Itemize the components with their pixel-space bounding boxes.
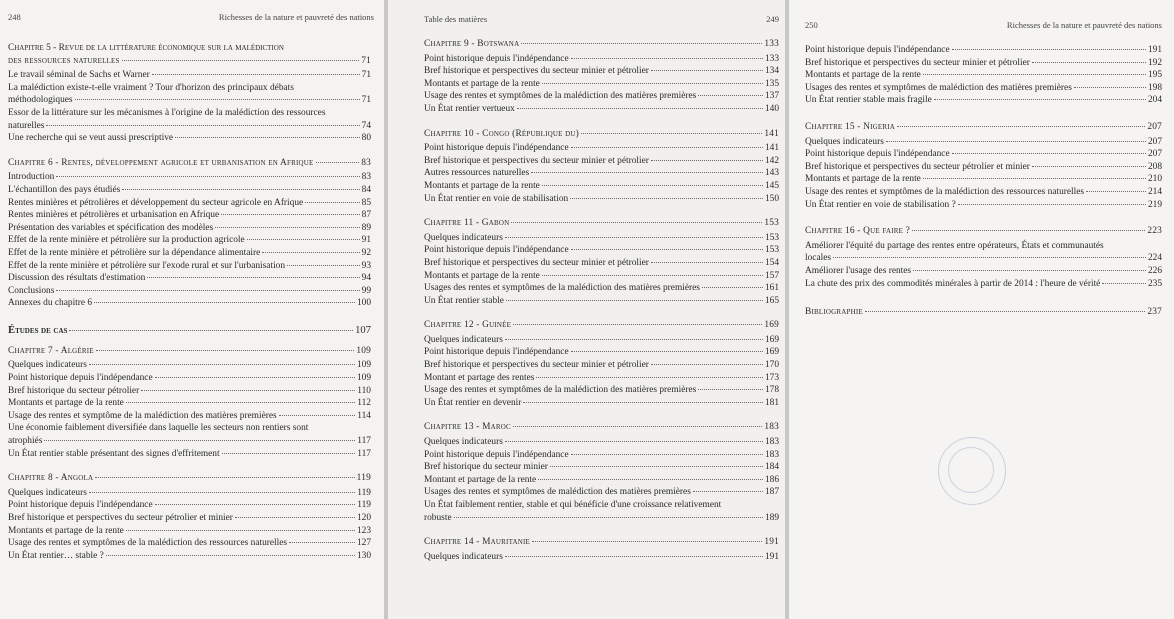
toc-entry[interactable]: Montants et partage de la rente 135 [424, 78, 779, 89]
toc-entry[interactable]: Bref historique du secteur pétrolier 110 [8, 385, 371, 396]
running-title: Richesses de la nature et pauvreté des nations [218, 12, 374, 22]
toc-entry[interactable]: Effet de la rente minière et pétrolière sur l'exode rural et sur l'urbanisation 93 [8, 260, 371, 271]
toc-entry[interactable]: Bref historique et perspectives du secteur minier et pétrolier 170 [424, 360, 779, 371]
toc-entry[interactable]: Montants et partage de la rente 210 [805, 174, 1162, 185]
chapter-entry[interactable]: Chapitre 6 - Rentes, développement agricole et urbanisation en Afrique 83 [8, 157, 371, 168]
toc-entry[interactable]: Une recherche qui se veut aussi prescriptive 80 [8, 133, 371, 144]
toc-entry[interactable]: Usage des rentes et symptômes de la malédiction des matières premières 178 [424, 385, 779, 396]
toc-entry[interactable]: Point historique depuis l'indépendance 119 [8, 500, 371, 511]
toc-entry[interactable]: Discussion des résultats d'estimation 94 [8, 273, 371, 284]
page-250 [789, 0, 1174, 619]
toc-entry[interactable]: Montants et partage de la rente 145 [424, 180, 779, 191]
toc-entry[interactable]: Bref historique et perspectives du secteur pétrolier et minier 120 [8, 513, 371, 523]
toc-entry[interactable]: Un État rentier stable mais fragile 204 [805, 95, 1162, 106]
page-249 [388, 0, 785, 619]
toc-entry[interactable]: Un État rentier… stable ? 130 [8, 550, 371, 561]
running-header [8, 12, 374, 22]
toc-entry[interactable]: Un État rentier stable présentant des signes d'effritement 117 [8, 448, 371, 459]
toc-entry[interactable]: naturelles 74 [8, 120, 371, 131]
toc-entry[interactable]: atrophiés 117 [8, 436, 371, 447]
toc-entry[interactable]: Usage des rentes et symptômes de la malédiction des matières premières 137 [424, 91, 779, 102]
toc-entry[interactable]: Un État rentier en voie de stabilisation ? 219 [805, 199, 1162, 210]
toc-entry-line[interactable]: La malédiction existe-t-elle vraiment ? Tour d'horizon des principaux débats [8, 82, 294, 93]
toc-entry[interactable]: Quelques indicateurs 119 [8, 487, 371, 498]
toc-entry[interactable]: Usages des rentes et symptômes de malédiction des matières premières 187 [424, 487, 779, 498]
running-header [805, 20, 1162, 30]
toc-entry[interactable]: méthodologiques 71 [8, 95, 371, 106]
toc-entry[interactable]: Quelques indicateurs 207 [805, 136, 1162, 147]
toc-entry[interactable]: Point historique depuis l'indépendance 183 [424, 449, 779, 460]
toc-entry[interactable]: Point historique depuis l'indépendance 109 [8, 373, 371, 384]
toc-section [8, 42, 371, 562]
toc-entry[interactable]: L'échantillon des pays étudiés 84 [8, 184, 371, 195]
toc-entry[interactable]: Usage des rentes et symptômes de la malédiction des ressources naturelles 214 [805, 186, 1162, 197]
toc-entry[interactable]: Bref historique et perspectives du secteur minier et pétrolier 192 [805, 57, 1162, 68]
toc-entry[interactable]: Bref historique et perspectives du secteur minier et pétrolier 134 [424, 66, 779, 77]
toc-entry[interactable]: Un État rentier en devenir 181 [424, 397, 779, 408]
toc-entry[interactable]: Usages des rentes et symptômes de malédiction des matières premières 198 [805, 82, 1162, 93]
toc-section [424, 38, 779, 563]
chapter-title[interactable]: Chapitre 5 - Revue de la littérature économique sur la malédiction [8, 43, 284, 53]
toc-entry[interactable]: Montants et partage de la rente 195 [805, 70, 1162, 81]
toc-entry[interactable]: Usage des rentes et symptômes de la malédiction des ressources naturelles 127 [8, 538, 371, 549]
toc-entry[interactable]: Point historique depuis l'indépendance 191 [805, 45, 1162, 55]
chapter-entry[interactable]: Chapitre 12 - Guinée 169 [424, 320, 779, 331]
toc-entry-line[interactable]: Un État faiblement rentier, stable et qui bénéficie d'une croissance relativement [424, 500, 722, 510]
toc-entry[interactable]: Rentes minières et pétrolières et développement du secteur agricole en Afrique 85 [8, 197, 371, 208]
running-header [424, 14, 779, 24]
toc-entry[interactable]: Bref historique et perspectives du secteur minier et pétrolier 154 [424, 257, 779, 268]
running-title: Table des matières [424, 14, 488, 24]
toc-entry[interactable]: Montants et partage de la rente 157 [424, 270, 779, 281]
chapter-entry[interactable]: Chapitre 10 - Congo (République du) 141 [424, 128, 779, 139]
toc-entry[interactable]: Bref historique et perspectives du secteur pétrolier et minier 208 [805, 161, 1162, 172]
toc-entry[interactable]: Quelques indicateurs 183 [424, 437, 779, 448]
toc-entry[interactable]: Effet de la rente minière et pétrolière sur la production agricole 91 [8, 235, 371, 246]
toc-entry[interactable]: Quelques indicateurs 153 [424, 232, 779, 243]
page-248 [0, 0, 384, 619]
toc-entry[interactable]: Introduction 83 [8, 172, 371, 183]
chapter-entry[interactable]: Chapitre 16 - Que faire ? 223 [805, 226, 1162, 237]
toc-entry[interactable]: Quelques indicateurs 169 [424, 334, 779, 345]
chapter-entry[interactable]: des ressources naturelles 71 [8, 55, 371, 66]
toc-entry[interactable]: Point historique depuis l'indépendance 141 [424, 143, 779, 154]
toc-entry[interactable]: Quelques indicateurs 109 [8, 360, 371, 371]
toc-entry[interactable]: Annexes du chapitre 6 100 [8, 298, 371, 309]
toc-entry[interactable]: Un État rentier en voie de stabilisation 150 [424, 193, 779, 204]
toc-entry[interactable]: Point historique depuis l'indépendance 169 [424, 347, 779, 358]
page-number: 250 [805, 20, 818, 30]
chapter-entry[interactable]: Chapitre 8 - Angola 119 [8, 473, 371, 484]
toc-entry[interactable]: Le travail séminal de Sachs et Warner 71 [8, 70, 371, 81]
toc-entry[interactable]: La chute des prix des commodités minérales à partir de 2014 : l'heure de vérité 235 [805, 278, 1162, 289]
chapter-entry[interactable]: Chapitre 13 - Maroc 183 [424, 422, 779, 433]
part-heading[interactable]: Études de cas 107 [8, 324, 371, 336]
toc-entry[interactable]: Point historique depuis l'indépendance 207 [805, 149, 1162, 160]
chapter-entry[interactable]: Chapitre 9 - Botswana 133 [424, 39, 779, 49]
page-number: 248 [8, 12, 21, 22]
toc-entry[interactable]: Usage des rentes et symptôme de la malédiction des matières premières 114 [8, 410, 371, 421]
toc-entry[interactable]: Rentes minières et pétrolières et urbanisation en Afrique 87 [8, 210, 371, 221]
chapter-entry[interactable]: Chapitre 7 - Algérie 109 [8, 345, 371, 356]
toc-entry[interactable]: Effet de la rente minière et pétrolière sur la dépendance alimentaire 92 [8, 247, 371, 258]
faint-stamp-mark [938, 437, 1006, 505]
toc-entry[interactable]: Point historique depuis l'indépendance 153 [424, 245, 779, 256]
bibliography-entry[interactable]: Bibliographie 237 [805, 307, 1162, 318]
chapter-entry[interactable]: Chapitre 14 - Mauritanie 191 [424, 537, 779, 548]
toc-entry-line[interactable]: Essor de la littérature sur les mécanismes à l'origine de la malédiction des ressources [8, 107, 326, 118]
chapter-entry[interactable]: Chapitre 15 - Nigeria 207 [805, 121, 1162, 132]
toc-entry[interactable]: Montant et partage des rentes 173 [424, 372, 779, 383]
toc-entry[interactable]: Montant et partage de la rente 186 [424, 474, 779, 485]
chapter-entry[interactable]: Chapitre 11 - Gabon 153 [424, 218, 779, 229]
toc-entry[interactable]: locales 224 [805, 253, 1162, 264]
toc-entry[interactable]: Conclusions 99 [8, 285, 371, 296]
toc-entry[interactable]: Montants et partage de la rente 123 [8, 525, 371, 536]
toc-entry[interactable]: Un État rentier vertueux 140 [424, 103, 779, 114]
toc-entry-line[interactable]: Améliorer l'équité du partage des rentes entre opérateurs, États et communautés [805, 240, 1104, 251]
toc-entry-line[interactable]: Une économie faiblement diversifiée dans laquelle les secteurs non rentiers sont [8, 423, 309, 434]
toc-entry[interactable]: Usages des rentes et symptômes de la malédiction des matières premières 161 [424, 283, 779, 294]
toc-section [805, 44, 1162, 321]
toc-entry[interactable]: Bref historique et perspectives du secteur minier et pétrolier 142 [424, 155, 779, 166]
toc-entry[interactable]: Un État rentier stable 165 [424, 295, 779, 306]
toc-entry[interactable]: Améliorer l'usage des rentes 226 [805, 265, 1162, 276]
toc-entry[interactable]: Point historique depuis l'indépendance 133 [424, 53, 779, 64]
toc-entry[interactable]: robuste 189 [424, 512, 779, 523]
toc-entry[interactable]: Quelques indicateurs 191 [424, 551, 779, 562]
toc-entry[interactable]: Autres ressources naturelles 143 [424, 168, 779, 179]
toc-entry[interactable]: Montants et partage de la rente 112 [8, 398, 371, 409]
toc-entry[interactable]: Présentation des variables et spécification des modèles 89 [8, 222, 371, 233]
toc-entry[interactable]: Bref historique du secteur minier 184 [424, 462, 779, 473]
running-title: Richesses de la nature et pauvreté des nations [1006, 20, 1162, 30]
page-number: 249 [766, 14, 779, 24]
